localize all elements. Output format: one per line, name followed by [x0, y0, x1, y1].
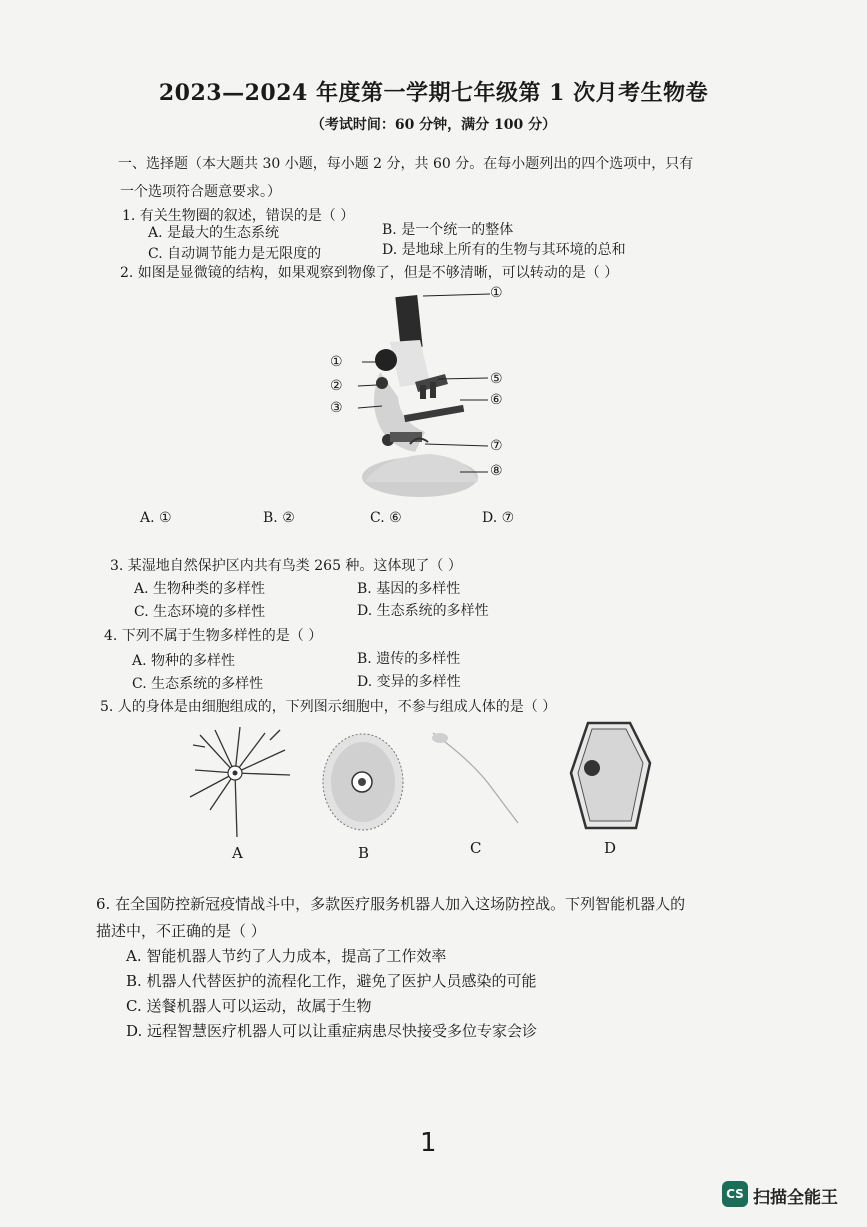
- q3-stem: 3. 某湿地自然保护区内共有鸟类 265 种。这体现了（ ）: [110, 558, 462, 574]
- q3-option-c: C. 生态环境的多样性: [134, 604, 266, 620]
- q4-option-a: A. 物种的多样性: [132, 653, 236, 669]
- microscope-label-1-coarse: ①: [330, 354, 343, 370]
- microscope-label-6: ⑥: [490, 392, 503, 408]
- cell-a-neuron: [185, 725, 295, 840]
- q6-option-d: D. 远程智慧医疗机器人可以让重症病患尽快接受多位专家会诊: [126, 1022, 538, 1040]
- cell-caption-c: C: [470, 839, 482, 857]
- q6-stem-line1: 6. 在全国防控新冠疫情战斗中，多款医疗服务机器人加入这场防控战。下列智能机器人的: [96, 895, 686, 913]
- microscope-label-2: ②: [330, 378, 343, 394]
- q2-option-b: B. ②: [263, 510, 295, 526]
- microscope-label-8: ⑧: [490, 463, 503, 479]
- q4-option-b: B. 遗传的多样性: [357, 651, 461, 667]
- q6-option-b: B. 机器人代替医护的流程化工作，避免了医护人员感染的可能: [126, 972, 537, 990]
- q6-stem-line2: 描述中，不正确的是（ ）: [96, 922, 266, 940]
- cell-caption-a: A: [232, 844, 243, 862]
- microscope-label-3: ③: [330, 400, 343, 416]
- q1-option-b: B. 是一个统一的整体: [382, 222, 514, 238]
- q4-stem: 4. 下列不属于生物多样性的是（ ）: [104, 628, 323, 644]
- q2-option-d: D. ⑦: [482, 510, 515, 526]
- microscope-label-5: ⑤: [490, 371, 503, 387]
- q2-stem: 2. 如图是显微镜的结构，如果观察到物像了，但是不够清晰，可以转动的是（ ）: [120, 265, 619, 281]
- cell-c-sperm: [428, 728, 523, 828]
- microscope-label-7: ⑦: [490, 438, 503, 454]
- page-number: 1: [420, 1128, 437, 1158]
- q4-option-c: C. 生态系统的多样性: [132, 676, 264, 692]
- cell-d-plant-cell: [568, 718, 653, 833]
- q6-option-c: C. 送餐机器人可以运动，故属于生物: [126, 997, 372, 1015]
- cell-caption-d: D: [604, 839, 617, 857]
- q3-option-b: B. 基因的多样性: [357, 581, 461, 597]
- q6-option-a: A. 智能机器人节约了人力成本，提高了工作效率: [126, 947, 447, 965]
- section-instructions-line2: 一个选项符合题意要求。）: [120, 184, 281, 200]
- q4-option-d: D. 变异的多样性: [357, 674, 461, 690]
- cell-caption-b: B: [358, 844, 370, 862]
- section-instructions-line1: 一、选择题（本大题共 30 小题，每小题 2 分，共 60 分。在每小题列出的四个选项中，只有: [118, 156, 694, 172]
- camscanner-logo-icon: CS: [722, 1181, 748, 1207]
- q3-option-d: D. 生态系统的多样性: [357, 603, 489, 619]
- q1-option-d: D. 是地球上所有的生物与其环境的总和: [382, 242, 626, 258]
- q2-option-a: A. ①: [140, 510, 172, 526]
- camscanner-watermark: 扫描全能王: [753, 1188, 838, 1208]
- q3-option-a: A. 生物种类的多样性: [134, 581, 266, 597]
- q1-option-a: A. 是最大的生态系统: [148, 225, 280, 241]
- exam-title: 2023—2024 年度第一学期七年级第 1 次月考生物卷: [158, 80, 709, 106]
- q2-option-c: C. ⑥: [370, 510, 402, 526]
- q5-stem: 5. 人的身体是由细胞组成的，下列图示细胞中，不参与组成人体的是（ ）: [100, 699, 557, 715]
- q1-option-c: C. 自动调节能力是无限度的: [148, 246, 322, 262]
- cell-b-ovum: [318, 730, 408, 835]
- microscope-label-1-eyepiece: ①: [490, 285, 503, 301]
- q1-stem: 1. 有关生物圈的叙述，错误的是（ ）: [122, 208, 355, 224]
- exam-subtitle: （考试时间：60 分钟，满分 100 分）: [310, 117, 557, 133]
